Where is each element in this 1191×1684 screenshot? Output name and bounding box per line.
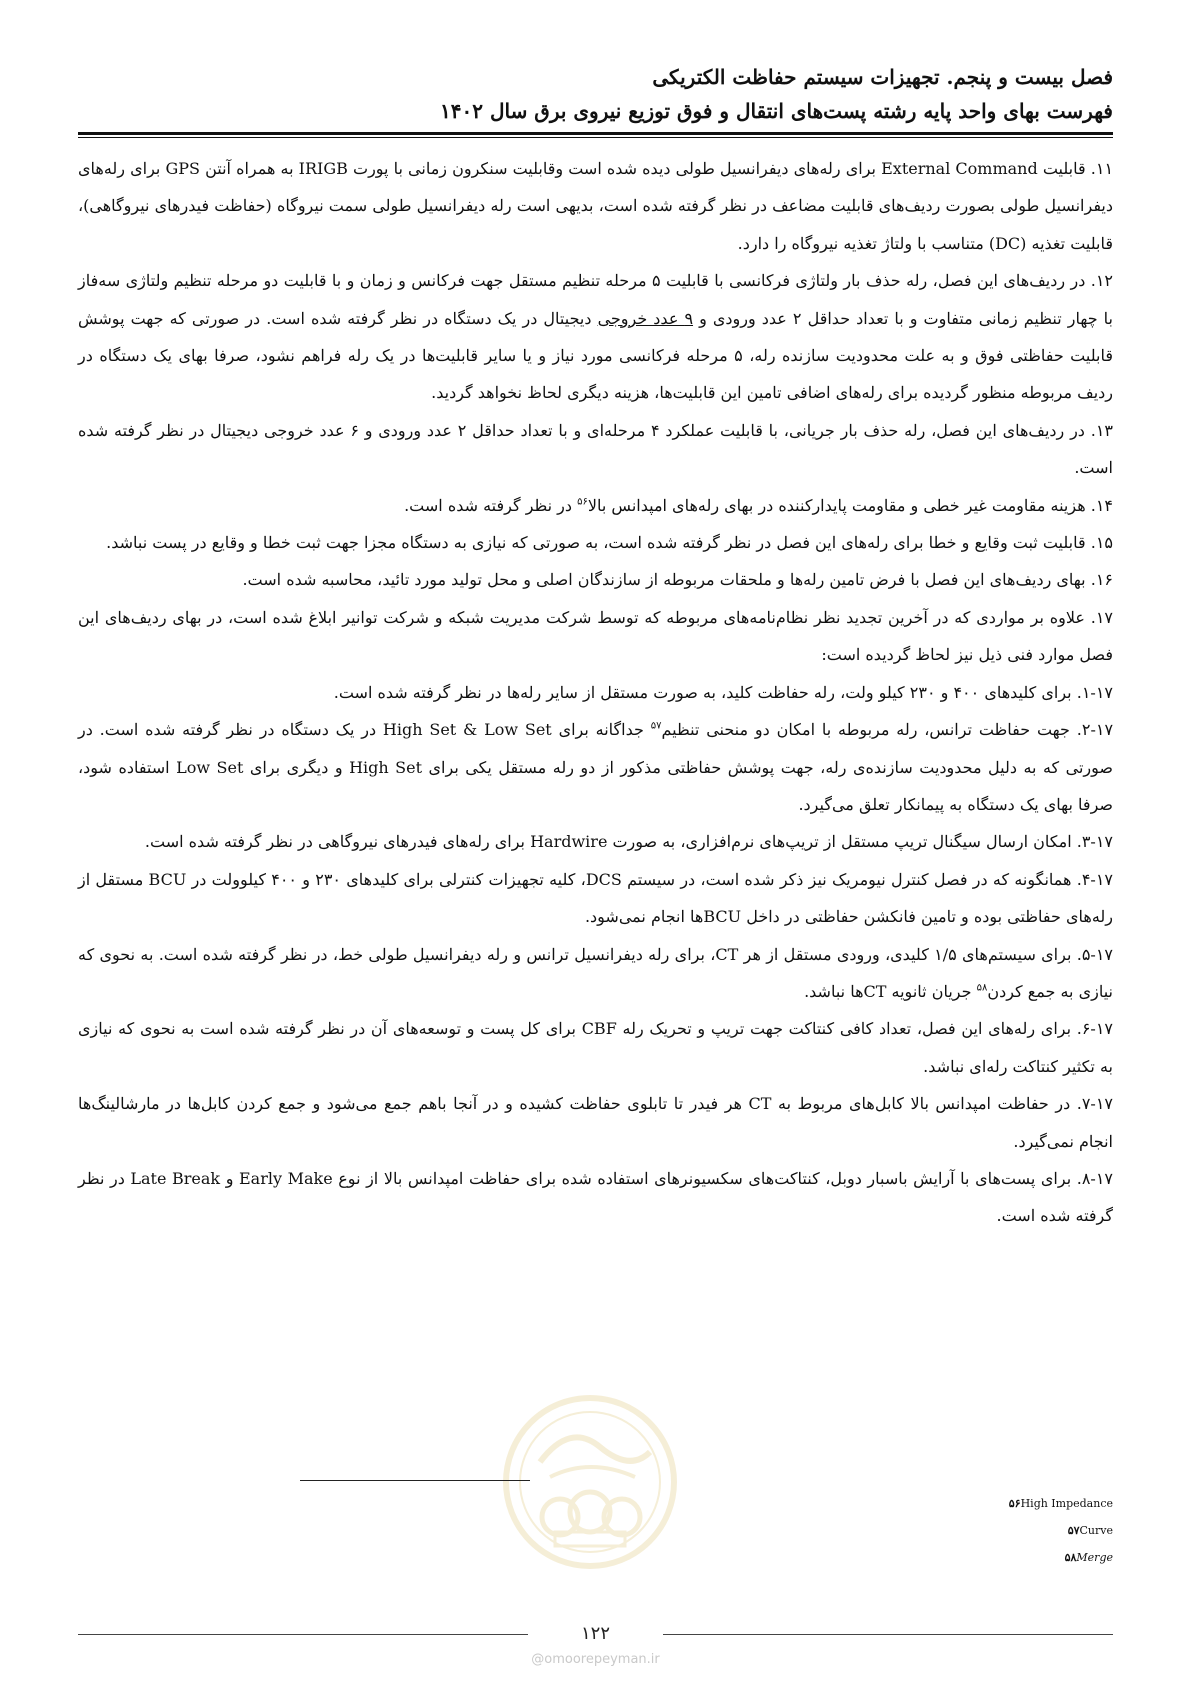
paragraph-15: ۱۵. قابلیت ثبت وقایع و خطا برای رله‌های این فصل در نظر گرفته شده است، به صورتی که نیازی به دستگاه مجزا جهت ثبت خطا و وقایع در پست نباشد. [106, 533, 1113, 553]
paragraph-14-part-b: در نظر گرفته شده است. [404, 495, 578, 515]
paragraph-12-part-a: ۱۲. در ردیف‌های این فصل، رله حذف بار ولتاژی فرکانسی با قابلیت ۵ مرحله تنظیم مستقل جهت فرکانس و زمان و با قابلیت دو مرحله تنظیم ولتاژی سه‌فاز با چهار تنظیم زمانی متفاوت و با تعداد حداقل ۲ عدد ورودی و [78, 271, 1114, 328]
paragraph-17-2 [78, 711, 1113, 823]
footnote-56 [813, 1490, 1113, 1517]
footnote-number: ۵۷ [1067, 1524, 1080, 1537]
watermark-logo [500, 1392, 680, 1572]
footnote-text: High Impedance [1020, 1497, 1113, 1510]
paragraph-14 [78, 487, 1113, 524]
footnote-57 [813, 1517, 1113, 1544]
paragraph-12 [78, 262, 1113, 412]
paragraph-17-7: ۷-۱۷. در حفاظت امپدانس بالا کابل‌های مربوط به CT هر فیدر تا تابلوی حفاظت کشیده و در آنجا باهم جمع می‌شود و جمع کردن کابل‌ها در مارشالینگ‌ها انجام نمی‌گیرد. [78, 1094, 1114, 1151]
paragraph-17: ۱۷. علاوه بر مواردی که در آخرین تجدید نظر نظام‌نامه‌های مربوطه که توسط شرکت مدیریت شبکه و شرکت توانیر ابلاغ شده است، در بهای ردیف‌های این فصل موارد فنی ذیل نیز لحاظ گردیده است: [78, 607, 1113, 665]
site-watermark-text: @omoorepeyman.ir [531, 1652, 660, 1667]
page-header [78, 60, 1113, 128]
paragraph-17-3: ۳-۱۷. امکان ارسال سیگنال تریپ مستقل از تریپ‌های نرم‌افزاری، به صورت Hardwire برای رله‌های فیدرهای نیروگاهی در نظر گرفته شده است. [144, 832, 1113, 852]
paragraph-17-5-part-b: جریان ثانویه CTها نباشد. [804, 981, 977, 1001]
paragraph-14-part-a: ۱۴. هزینه مقاومت غیر خطی و مقاومت پایدارکننده در بهای رله‌های امپدانس بالا [587, 495, 1113, 515]
paragraph-11: ۱۱. قابلیت External Command برای رله‌های دیفرانسیل طولی دیده شده است وقابلیت سنکرون زمانی با پورت IRIGB به همراه آنتن GPS برای رله‌های دیفرانسیل طولی بصورت ردیف‌های قابلیت مضاعف در نظر گرفته شده است، بدیهی است رله دیفرانسیل طولی سمت نیروگاه (حفاظت فیدرهای نیروگاهی)، قابلیت تغذیه (DC) متناسب با ولتاژ تغذیه نیروگاه را دارد. [78, 159, 1114, 253]
paragraph-17-2-part-b: جداگانه برای High Set & Low Set در یک دستگاه در نظر گرفته شده است. در صورتی که به دلیل محدودیت سازنده‌ی رله، جهت پوشش حفاظتی مذکور از دو رله مستقل یکی برای High Set و دیگری برای Low Set استفاده شود، صرفا بهای یک دستگاه به پیمانکار تعلق می‌گیرد. [78, 720, 1114, 814]
footnote-text: Curve [1079, 1524, 1113, 1537]
paragraph-12-part-b: دیجیتال در یک دستگاه در نظر گرفته شده است. در صورتی که جهت پوشش قابلیت حفاظتی فوق و به علت محدودیت سازنده رله، ۵ مرحله فرکانسی مورد نیاز و یا سایر قابلیت‌ها در یک رله فراهم نشود، صرفا بهای یک دستگاه در ردیف مربوطه منظور گردیده برای رله‌های اضافی تامین این قابلیت‌ها، هزینه دیگری لحاظ نخواهد گردید. [78, 308, 1113, 403]
paragraph-17-4: ۴-۱۷. همانگونه که در فصل کنترل نیومریک نیز ذکر شده است، در سیستم DCS، کلیه تجهیزات کنترلی برای کلیدهای ۲۳۰ و ۴۰۰ کیلوولت در BCU مستقل از رله‌های حفاظتی بوده و تامین فانکشن حفاظتی در داخل BCUها انجام نمی‌شود. [78, 869, 1113, 927]
footnote-ref-56: ۵۶ [577, 496, 588, 508]
footnote-ref-58: ۵۸ [976, 982, 988, 994]
footnote-number: ۵۶ [1008, 1497, 1021, 1510]
paragraph-17-1: ۱-۱۷. برای کلیدهای ۴۰۰ و ۲۳۰ کیلو ولت، رله حفاظت کلید، به صورت مستقل از سایر رله‌ها در نظر گرفته شده است. [333, 682, 1113, 702]
paragraph-17-6: ۶-۱۷. برای رله‌های این فصل، تعداد کافی کنتاکت جهت تریپ و تحریک رله CBF برای کل پست و توسعه‌های آن در نظر گرفته شده است به نحوی که نیازی به تکثیر کنتاکت رله‌ای نباشد. [78, 1019, 1114, 1076]
paragraph-13: ۱۳. در ردیف‌های این فصل، رله حذف بار جریانی، با قابلیت عملکرد ۴ مرحله‌ای و با تعداد حداقل ۲ عدد ورودی و ۶ عدد خروجی دیجیتال در نظر گرفته شده است. [78, 420, 1114, 478]
paragraph-17-5 [78, 936, 1113, 1011]
footnote-58 [813, 1544, 1113, 1571]
page-number: ۱۲۲ [580, 1623, 610, 1644]
footnotes [813, 1490, 1113, 1571]
paragraph-16: ۱۶. بهای ردیف‌های این فصل با فرض تامین رله‌ها و ملحقات مربوطه از سازندگان اصلی و محل تولید مورد تائید، محاسبه شده است. [242, 570, 1113, 590]
footnote-number: ۵۸ [1064, 1551, 1077, 1564]
paragraph-17-2-part-a: ۲-۱۷. جهت حفاظت ترانس، رله مربوطه با امکان دو منحنی تنظیم [661, 720, 1114, 740]
header-divider [78, 132, 1113, 138]
footnote-ref-57: ۵۷ [650, 720, 662, 732]
paragraph-17-5-part-a: ۵-۱۷. برای سیستم‌های ۱/۵ کلیدی، ورودی مستقل از هر CT، برای رله دیفرانسیل ترانس و رله دیفرانسیل طولی خط، در نظر گرفته شده است. به نحوی که نیازی به جمع کردن [78, 944, 1113, 1001]
document-body [78, 150, 1113, 1235]
footnote-text: Merge [1076, 1551, 1113, 1564]
paragraph-17-8: ۸-۱۷. برای پست‌های با آرایش باسبار دوبل، کنتاکت‌های سکسیونرهای استفاده شده برای حفاظت امپدانس بالا از نوع Early Make و Late Break در نظر گرفته شده است. [78, 1168, 1114, 1226]
paragraph-12-underlined: ۹ عدد خروجی [597, 308, 694, 328]
chapter-title: فصل بیست و پنجم. تجهیزات سیستم حفاظت الکتریکی [652, 65, 1113, 89]
document-title: فهرست بهای واحد پایه رشته پست‌های انتقال و فوق توزیع نیروی برق سال ۱۴۰۲ [440, 99, 1113, 123]
footnote-divider [300, 1480, 530, 1481]
